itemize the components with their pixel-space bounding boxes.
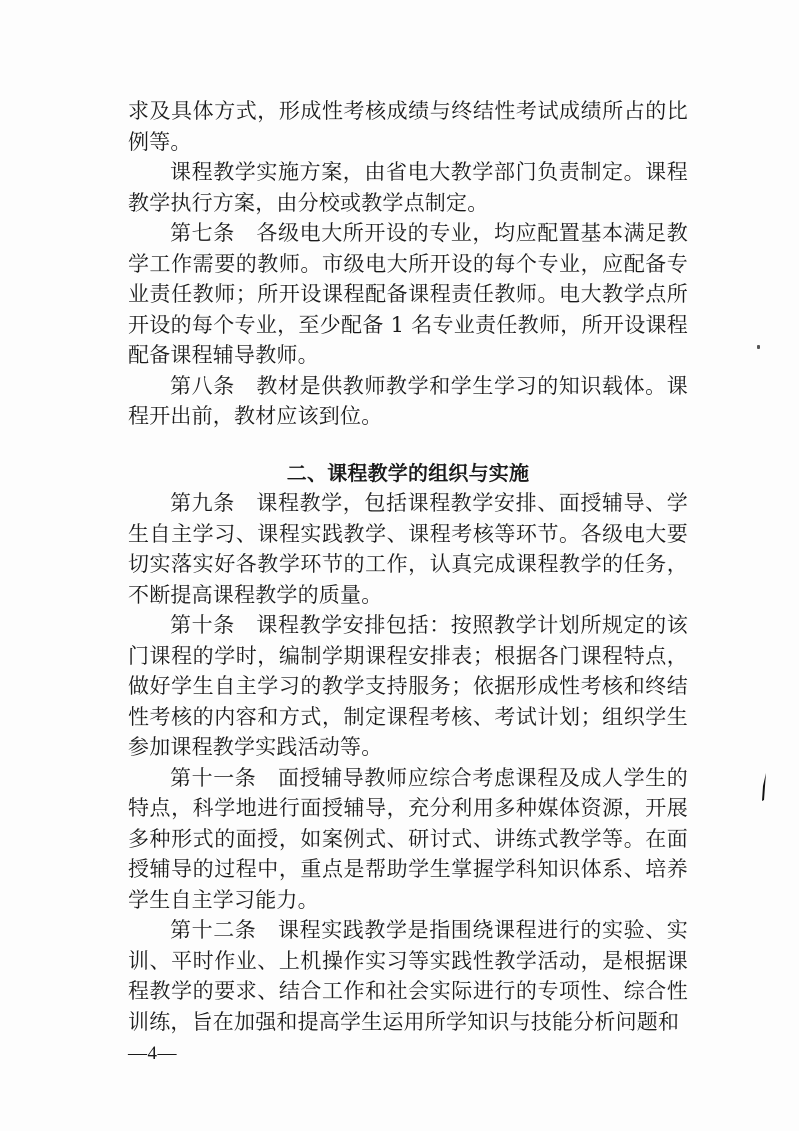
paragraph-article-9: 第九条 课程教学，包括课程教学安排、面授辅导、学生自主学习、课程实践教学、课程考核等环节。各级电大要切实落实好各教学环节的工作，认真完成课程教学的任务，不断提高课程教学的质量。 [128, 491, 688, 607]
scan-dot-mark [757, 345, 760, 349]
section-title: 二、课程教学的组织与实施 [286, 460, 530, 485]
paragraph-article-12: 第十二条 课程实践教学是指围绕课程进行的实验、实训、平时作业、上机操作实习等实践性教学活动，是根据课程教学的要求、结合工作和社会实际进行的专项性、综合性训练，旨在加强和提高学生运用所学知识与技能分析问题和 [128, 918, 688, 1034]
paragraph-article-10: 第十条 课程教学安排包括：按照教学计划所规定的该门课程的学时，编制学期课程安排表；根据各门课程特点，做好学生自主学习的教学支持服务；依据形成性考核和终结性考核的内容和方式，制定课程考核、考试计划；组织学生参加课程教学实践活动等。 [128, 613, 688, 759]
paragraph-article-7: 第七条 各级电大所开设的专业，均应配置基本满足教学工作需要的教师。市级电大所开设的每个专业，应配备专业责任教师；所开设课程配备课程责任教师。电大教学点所开设的每个专业，至少配备 1 名专业责任教师，所开设课程配备课程辅导教师。 [128, 221, 688, 367]
paragraph-article-11: 第十一条 面授辅导教师应综合考虑课程及成人学生的特点，科学地进行面授辅导，充分利用多种媒体资源，开展多种形式的面授，如案例式、研讨式、讲练式教学等。在面授辅导的过程中，重点是帮助学生掌握学科知识体系、培养学生自主学习能力。 [128, 765, 688, 912]
page-number: —4— [128, 1043, 177, 1064]
paragraph-article-8: 第八条 教材是供教师教学和学生学习的知识载体。课程开出前，教材应该到位。 [128, 373, 688, 428]
paragraph-implementation-plan: 课程教学实施方案，由省电大教学部门负责制定。课程教学执行方案，由分校或教学点制定。 [128, 160, 688, 215]
paragraph-continuation: 求及具体方式，形成性考核成绩与终结性考试成绩所占的比例等。 [128, 99, 688, 154]
body-text [128, 96, 688, 1037]
scan-pen-mark [761, 772, 767, 802]
